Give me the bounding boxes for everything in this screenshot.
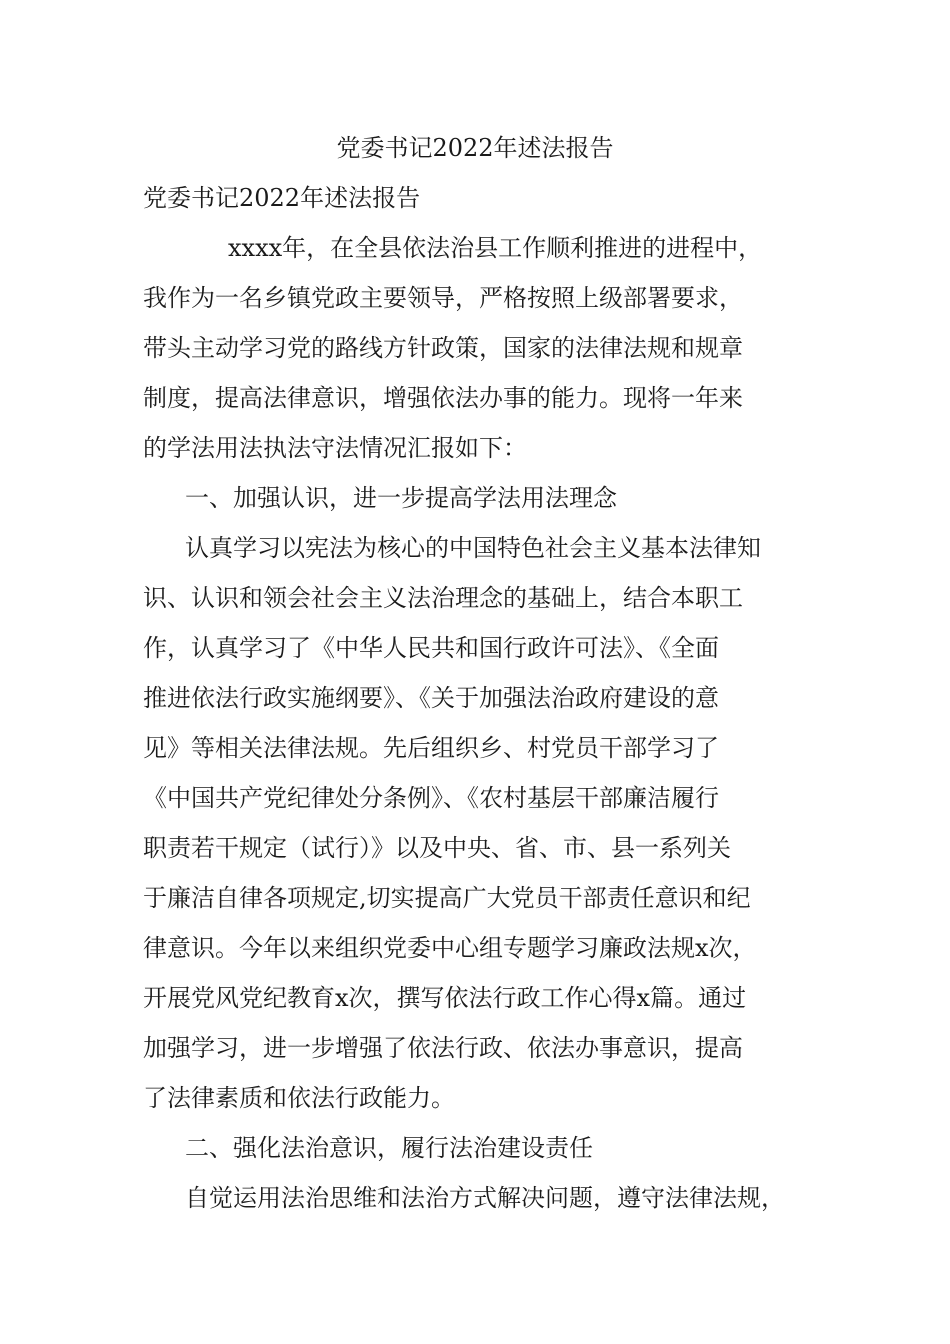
body-line: 带头主动学习党的路线方针政策，国家的法律法规和规章: [143, 334, 743, 362]
body-line: 推进依法行政实施纲要》、《关于加强法治政府建设的意: [143, 684, 719, 712]
body-line: 作，认真学习了《中华人民共和国行政许可法》、《全面: [143, 634, 719, 662]
body-line: 了法律素质和依法行政能力。: [143, 1084, 455, 1112]
body-line: 于廉洁自律各项规定,切实提高广大党员干部责任意识和纪: [143, 884, 751, 912]
body-line: 加强学习，进一步增强了依法行政、依法办事意识，提高: [143, 1034, 743, 1062]
body-line: 开展党风党纪教育x次，撰写依法行政工作心得x篇。通过: [143, 984, 747, 1012]
document-subtitle: 党委书记2022年述法报告: [143, 184, 421, 212]
section-heading: 二、强化法治意识，履行法治建设责任: [185, 1134, 593, 1162]
body-line: 制度，提高法律意识，增强依法办事的能力。现将一年来: [143, 384, 743, 412]
body-line: 见》等相关法律法规。先后组织乡、村党员干部学习了: [143, 734, 719, 762]
section-heading: 一、加强认识，进一步提高学法用法理念: [185, 484, 617, 512]
body-line: xxxx年，在全县依法治县工作顺利推进的进程中，: [228, 234, 763, 262]
body-line: 职责若干规定（试行）》以及中央、省、市、县一系列关: [143, 834, 731, 862]
body-line: 律意识。今年以来组织党委中心组专题学习廉政法规x次，: [143, 934, 757, 962]
body-line: 的学法用法执法守法情况汇报如下：: [143, 434, 527, 462]
body-line: 识、认识和领会社会主义法治理念的基础上，结合本职工: [143, 584, 743, 612]
body-line: 《中国共产党纪律处分条例》、《农村基层干部廉洁履行: [143, 784, 719, 812]
body-line: 认真学习以宪法为核心的中国特色社会主义基本法律知: [185, 534, 761, 562]
document-title: 党委书记2022年述法报告: [336, 134, 614, 162]
body-line: 我作为一名乡镇党政主要领导，严格按照上级部署要求，: [143, 284, 743, 312]
body-line: 自觉运用法治思维和法治方式解决问题，遵守法律法规，: [185, 1184, 785, 1212]
